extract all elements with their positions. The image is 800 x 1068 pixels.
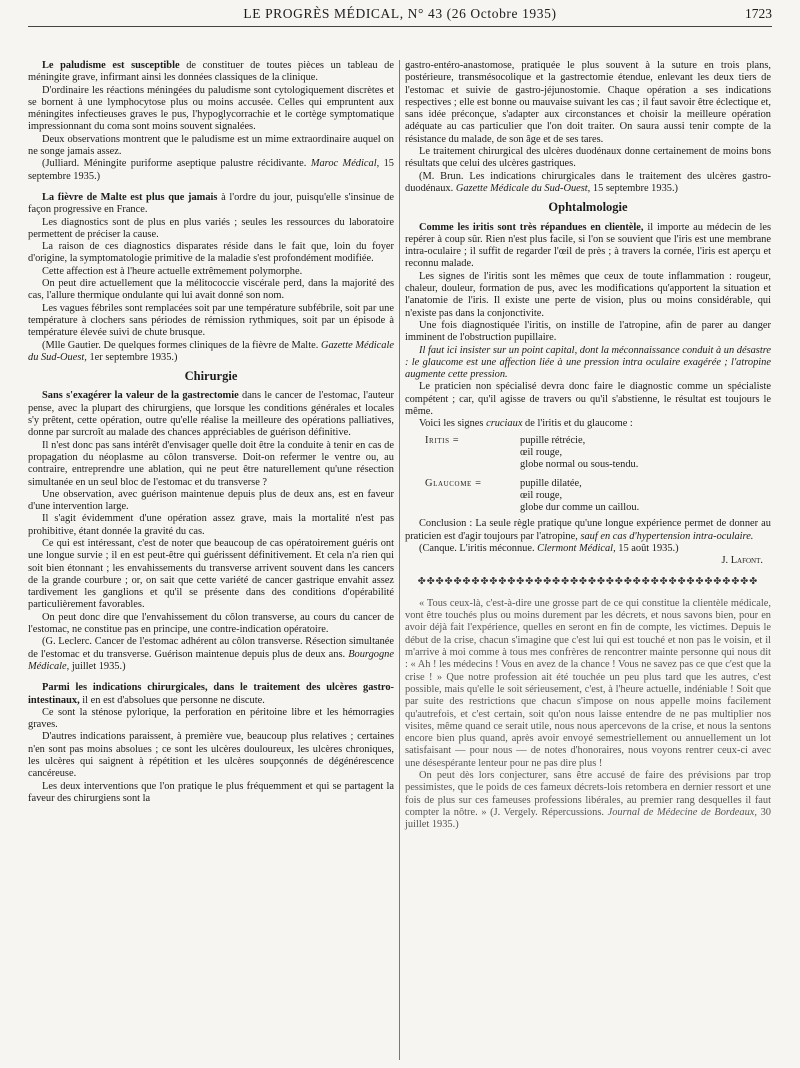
reference (28, 158, 394, 183)
paragraph: Il s'agit évidemment d'une opération assez grave, mais la mortalité n'est pas prohibitive, étant donnée la gravité du cas. (28, 513, 394, 537)
paragraph (405, 345, 771, 382)
reference-text: (Julliard. Méningite puriforme aseptique palustre récidivante. (42, 158, 307, 170)
paragraph: Les signes de l'iritis sont les mêmes que ceux de toute inflammation : rougeur, chaleur, douleur, formation de pus, avec les modifications qu'apportent la situation et l'anatomie de l'iris. Il existe une perte de vision, plus ou moins considérable, qui n'existe pas dans la conjonctivite. (405, 270, 771, 319)
right-column (405, 60, 771, 832)
reference-text: (G. Leclerc. Cancer de l'estomac adhérent au côlon transverse. Résection simultanée de l'estomac et du transverse. Guérison maintenue depuis plus de deux ans. (28, 636, 394, 660)
reference-date: 15 août 1935.) (618, 542, 679, 554)
author-signature: J. Lafont. (721, 555, 763, 567)
sign-line: globe dur comme un caillou. (520, 502, 640, 514)
reference-date: 30 juillet 1935.) (405, 806, 771, 831)
paragraph-text: Voici les signes (419, 418, 484, 430)
italic-word: cruciaux (486, 418, 523, 430)
reference (405, 171, 771, 196)
paragraph: Ce qui est intéressant, c'est de noter que beaucoup de cas opératoirement guéris ont une longue survie ; il en est peut-être qui guérissent définitivement. Et cela n'a rien qui soit bien étonnant ; les envahissements du transverse arrivent souvent dans les cancers de la grande courbure ; or, on sait que cette variété de cancer gastrique envahit assez tardivement les ganglions et qu'il se présente dans des conditions d'opérabilité particulièrement favorables. (28, 537, 394, 611)
reference-date: 1er septembre 1935.) (89, 351, 178, 363)
journal-name: Clermont Médical, (537, 542, 616, 554)
journal-name: Gazette Médicale du Sud-Ouest, (28, 339, 394, 363)
paragraph-text: il en est d'absolues que personne ne discute. (82, 694, 265, 706)
paragraph (405, 518, 771, 543)
paragraph: On peut dire actuellement que la mélitococcie viscérale perd, dans la majorité des cas, l'allure thermique ondulante qui lui avait donné son nom. (28, 278, 394, 302)
paragraph-text: Conclusion : La seule règle pratique qu'une longue expérience permet de donner au praticien est d'agir toujours par l'atropine, (405, 518, 771, 542)
paragraph: « Tous ceux-là, c'est-à-dire une grosse part de ce qui constitue la clientèle médicale, vont être touchés plus ou moins durement par les décrets, et nous savons bien, pour en avoir déjà fait l'expérience, quelles en seront en fin de compte, les victimes. Depuis le début de la crise, chacun s'imagine que c'est lui qui est touché et non pas le voisin, et il m'arrive à moi comme à tous mes confrères de rencontrer mainte personne qui nous dit : « Ah ! les médecins ! Vous en avez de la chance ! Vous ne savez pas ce que c'est que la crise ! » Que notre profession ait été touchée un peu plus tard que les autres, c'est possible, mais qu'elle le soit sérieusement, c'est, à l'heure actuelle, indéniable ! Soit que par suite des restrictions que chacun s'impose on nous appelle moins facilement qu'autrefois, et c'est certain, soit qu'on nous laisse entendre de ne pas multiplier nos visites, même quand ce serait utile, nous nous apercevons de la crise, et nous la sentons encore bien plus quand, après avoir envoyé semestriellement ou annuellement un lot satisfaisant — pour nous — de notes d'honoraires, nous voyons rentrer ceux-ci avec une désespérante lenteur pour ne pas dire plus ! (405, 597, 771, 769)
reference (405, 543, 771, 555)
reference-text: (Mlle Gautier. De quelques formes cliniques de la fièvre de Malte. (42, 339, 319, 351)
sign-line: œil rouge, (520, 489, 563, 501)
paragraph: Ce sont la sténose pylorique, la perforation en péritoine libre et les hémorragies graves. (28, 706, 394, 731)
journal-name: Journal de Médecine de Bordeaux, (607, 806, 757, 818)
paragraph-text: il importe au médecin de les repérer à coup sûr. Rien n'est plus facile, si l'on se souvient que l'iris est une membrane intra-oculaire ; il suffit de regarder l'œil de près ; à travers la cornée, l'iris est aperçu et reconnu malade. (405, 221, 771, 270)
paragraph: Une fois diagnostiquée l'iritis, on instille de l'atropine, afin de parer au danger imminent de l'obstruction pupillaire. (405, 319, 771, 344)
paragraph: D'autres indications paraissent, à première vue, beaucoup plus relatives ; certaines n'en sont pas moins absolues ; ce sont les ulcères douloureux, les ulcères chroniques, les ulcères qui saignent à répétition et les ulcères soupçonnés de dégénérescence cancéreuse. (28, 731, 394, 780)
lead-phrase: Sans s'exagérer la valeur de la gastrectomie (42, 390, 239, 402)
ornament-divider: ✤✤✤✤✤✤✤✤✤✤✤✤✤✤✤✤✤✤✤✤✤✤✤✤✤✤✤✤✤✤✤✤✤✤✤✤✤✤ (417, 576, 759, 587)
paragraph: Les diagnostics sont de plus en plus variés ; seules les ressources du laboratoire permettent de préciser la cause. (28, 216, 394, 240)
lead-phrase: La fièvre de Malte est plus que jamais (42, 191, 218, 203)
journal-name: Bourgogne Médicale, (28, 648, 394, 672)
paragraph: D'ordinaire les réactions méningées du paludisme sont cytologiquement discrètes et se bornent à une lymphocytose plus ou moins accusée. Celles qui empruntent aux méningites infectieuses graves le pus, l'hypoglycorrachie et le cortège symptomatique impressionnant du coma sont moins souvent signalées. (28, 84, 394, 133)
paragraph: Deux observations montrent que le paludisme est un mime extraordinaire auquel on ne songe jamais assez. (28, 133, 394, 158)
lead-phrase: Comme les iritis sont très répandues en clientèle, (419, 221, 644, 233)
section-title: Ophtalmologie (548, 200, 628, 215)
paragraph: On peut donc dire que l'envahissement du côlon transverse, au cours du cancer de l'estomac, ne constitue pas en principe, une contre-indication opératoire. (28, 611, 394, 636)
quoted-excerpt (405, 598, 771, 832)
column-divider (399, 60, 400, 1060)
left-column (28, 60, 394, 805)
paragraph-text: On peut dès lors conjecturer, sans être accusé de faire des prévisions par trop pessimistes, que le poids de ces fameux décrets-lois retombera en dernier ressort et une fois de plus sur ces fameuses professions libérales, au premier rang desquelles il faut compter la nôtre. » (J. Vergely. Répercussions. (405, 770, 771, 818)
lead-phrase: Le paludisme est susceptible (42, 60, 180, 71)
reference-date: juillet 1935.) (71, 660, 126, 672)
header-rule (28, 26, 772, 27)
lead-phrase: Parmi les indications chirurgicales, dans le traitement des ulcères gastro-intestinaux, (28, 682, 394, 706)
paragraph: Les deux interventions que l'on pratique le plus fréquemment et qui se partagent la faveur des chirurgiens sont la (28, 780, 394, 804)
paragraph: Les vagues fébriles sont remplacées soit par une température subfébrile, soit par une température à clochers sans périodes de rémission rythmiques, soit par un épisode à température élevée suivi de chute brusque. (28, 302, 394, 339)
paragraph (28, 60, 394, 85)
section-title: Chirurgie (184, 369, 238, 384)
reference (28, 340, 394, 365)
paragraph-text: à l'ordre du jour, puisqu'elle s'insinue de façon progressive en France. (28, 191, 394, 216)
paragraph (405, 222, 771, 271)
paragraph: Cette affection est à l'heure actuelle extrêmement polymorphe. (42, 265, 303, 277)
journal-name: Maroc Médical, (310, 158, 380, 170)
journal-title: LE PROGRÈS MÉDICAL, N° 43 (26 Octobre 1935) (243, 6, 557, 21)
journal-name: Gazette Médicale du Sud-Ouest, (455, 182, 591, 194)
sign-line: œil rouge, (520, 446, 563, 458)
signs-table (425, 435, 771, 515)
paragraph (405, 418, 771, 430)
paragraph-text: dans le cancer de l'estomac, l'auteur pense, avec la plupart des chirurgiens, que lorsque les conditions générales et locales s'y prêtent, cette opération, outre qu'elle réalise la meilleure des opérations palliatives, donne par surcroît au malade des chances appréciables de guérison définitive. (28, 390, 394, 439)
signs-label: Glaucome = (425, 477, 482, 489)
reference-date: 15 septembre 1935.) (28, 158, 394, 182)
paragraph: Le traitement chirurgical des ulcères duodénaux donne certainement de moins bons résultats que celui des ulcères gastriques. (405, 146, 771, 170)
paragraph (405, 770, 771, 831)
paragraph (28, 390, 394, 439)
italic-warning: Il faut ici insister sur un point capital, dont la méconnaissance conduit à un désastre : le glaucome est une affection liée à une pression intra oculaire exagérée ; l'atropine augmente cette pression. (405, 344, 772, 381)
sign-line: pupille rétrécie, (520, 434, 586, 446)
reference-text: (M. Brun. Les indications chirurgicales dans le traitement des ulcères gastro-duodénaux. (405, 170, 771, 194)
italic-phrase: sauf en cas d'hypertension intra-oculaire. (580, 530, 754, 542)
paragraph-text: de l'iritis et du glaucome : (525, 418, 633, 430)
page-header (28, 6, 772, 28)
paragraph: Une observation, avec guérison maintenue depuis plus de deux ans, est en faveur d'une intervention large. (28, 488, 394, 513)
sign-line: pupille dilatée, (520, 477, 582, 489)
paragraph: Il n'est donc pas sans intérêt d'envisager quelle doit être la conduite à tenir en cas de propagation du néoplasme au côlon transverse. Doit-on refermer le ventre ou, au contraire, entreprendre une ablation, qui ne peut être naturellement qu'une résection simultanée en un seul bloc de l'estomac et du transverse ? (28, 439, 394, 488)
paragraph: gastro-entéro-anastomose, pratiquée le plus souvent à la suture en trois plans, postérieure, transmésocolique et la gastrectomie étendue, enlevant les deux tiers de l'estomac et suivie de gastro-jéjunostomie. Chaque opération a ses indications respectives ; elle est bonne ou mauvaise suivant les cas ; il faut savoir être éclectique et, sans idée préconçue, s'adapter aux circonstances et choisir la meilleure opération adéquate au cas particulier que l'on doit traiter. On saura aussi tenir compte de la résistance du malade, de son âge et de ses tares. (405, 60, 771, 145)
paragraph (28, 192, 394, 217)
reference (28, 636, 394, 673)
page-number: 1723 (745, 6, 772, 21)
signs-label: Iritis = (425, 434, 460, 446)
reference-date: 15 septembre 1935.) (592, 182, 679, 194)
paragraph: Le praticien non spécialisé devra donc faire le diagnostic comme un spécialiste compétent ; car, qu'il agisse de travers ou qu'il s'abstienne, le résultat est toujours le même. (405, 381, 771, 418)
paragraph (28, 682, 394, 707)
paragraph: La raison de ces diagnostics disparates réside dans le fait que, loin du foyer d'origine, la symptomatologie primitive de la maladie s'est profondément modifiée. (28, 241, 394, 265)
sign-line: globe normal ou sous-tendu. (520, 459, 639, 471)
reference-text: (Canque. L'iritis méconnue. (419, 542, 535, 554)
paragraph-text: de constituer de toutes pièces un tableau de méningite grave, infirmant ainsi les données classiques de la clinique. (28, 60, 394, 84)
